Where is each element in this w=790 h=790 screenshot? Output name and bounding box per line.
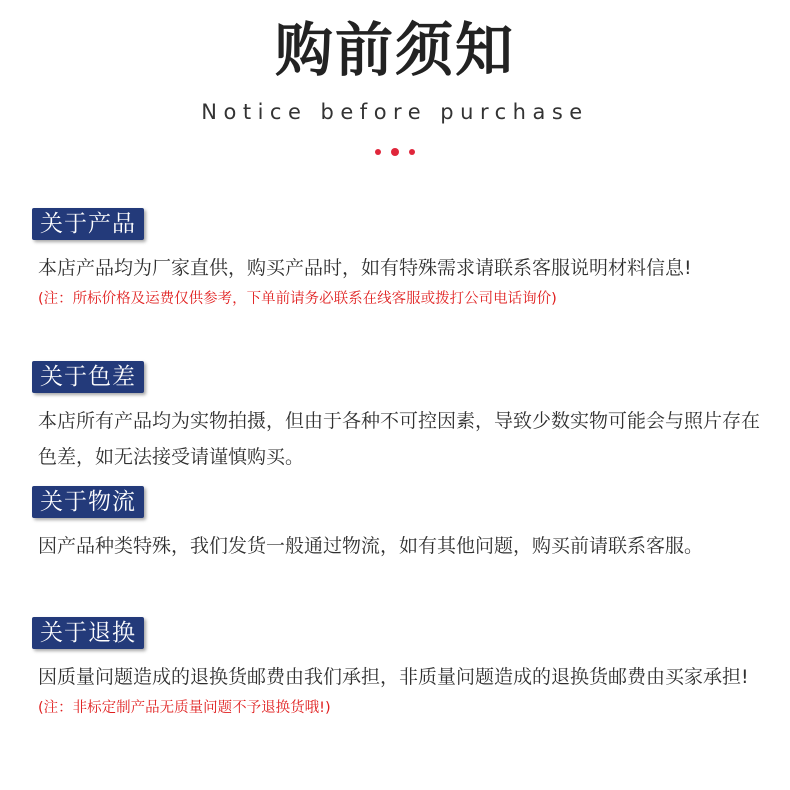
section-product (32, 208, 762, 310)
section-note: (注：所标价格及运费仅供参考，下单前请务必联系在线客服或拨打公司电话询价) (38, 291, 557, 307)
section-logistics (32, 486, 762, 564)
dot-icon (375, 149, 381, 155)
decorative-dots (0, 148, 790, 156)
section-body: 本店产品均为厂家直供，购买产品时，如有特殊需求请联系客服说明材料信息! (38, 257, 692, 279)
section-heading: 关于退换 (32, 617, 144, 649)
dot-icon (391, 148, 399, 156)
dot-icon (409, 149, 415, 155)
section-heading: 关于产品 (32, 208, 144, 240)
section-body: 因质量问题造成的退换货邮费由我们承担，非质量问题造成的退换货邮费由买家承担! (38, 666, 749, 688)
section-note: (注：非标定制产品无质量问题不予退换货哦!) (38, 700, 331, 716)
section-heading: 关于色差 (32, 361, 144, 393)
section-body: 本店所有产品均为实物拍摄，但由于各种不可控因素，导致少数实物可能会与照片存在色差，如无法接受请谨慎购买。 (38, 410, 761, 468)
section-color-difference (32, 361, 762, 475)
page-subtitle: Notice before purchase (201, 100, 589, 124)
section-heading: 关于物流 (32, 486, 144, 518)
page-title: 购前须知 (274, 16, 515, 84)
section-body: 因产品种类特殊，我们发货一般通过物流，如有其他问题，购买前请联系客服。 (38, 535, 704, 557)
section-returns (32, 617, 762, 719)
